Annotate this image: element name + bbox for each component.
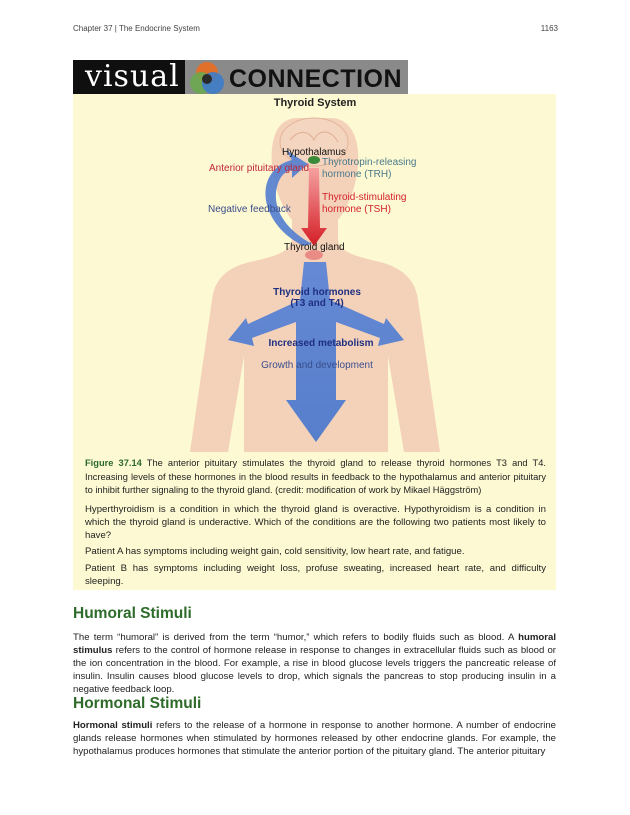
patient-b-paragraph: Patient B has symptoms including weight loss, profuse sweating, increased heart rate, and difficulty sleeping.: [85, 563, 546, 587]
figure-caption: [85, 457, 546, 498]
banner-word-connection: CONNECTION: [229, 65, 403, 93]
label-trh-line2: hormone (TRH): [322, 169, 392, 180]
label-hypothalamus: Hypothalamus: [282, 147, 346, 158]
label-negative-feedback: Negative feedback: [208, 204, 291, 215]
term-humoral-stimulus: humoral stimulus: [73, 632, 556, 656]
hormonal-paragraph: Hormonal stimuli refers to the release of a hormone in response to another hormone. A number of endocrine glands release hormones when stimulated by hormones released by other endocrine glands. For example, the hypothalamus produces hormones that stimulate the anterior portion of the pituitary gland. The anterior pituitary: [73, 720, 557, 757]
heading-hormonal-stimuli: Hormonal Stimuli: [73, 695, 202, 712]
humoral-paragraph: The term “humoral” is derived from the term “humor,” which refers to bodily fluids such as blood. A humoral stimulus refers to the control of hormone release in response to changes in extracellular fluids such as blood or the ion concentration in the blood. For example, a rise in blood glucose levels triggers the pancreatic release of insulin. Insulin causes blood glucose levels to drop, which signals the pancreas to stop producing insulin in a negative feedback loop.: [73, 632, 556, 695]
label-trh-line1: Thyrotropin-releasing: [322, 157, 417, 168]
term-hormonal-stimuli: Hormonal stimuli: [73, 720, 153, 731]
label-anterior-pituitary: Anterior pituitary gland: [209, 163, 310, 174]
label-thyroid-hormones: Thyroid hormones: [273, 287, 361, 298]
question-paragraph: Hyperthyroidism is a condition in which the thyroid gland is overactive. Hypothyroidism is a condition in which the thyroid gland is underactive. Which of the conditions are the following two patients most likely to have?: [85, 504, 546, 541]
banner-word-visual: visual: [85, 60, 180, 94]
label-thyroid-gland: Thyroid gland: [284, 242, 345, 253]
figure-title: Thyroid System: [273, 97, 357, 109]
label-t3-t4: (T3 and T4): [290, 298, 344, 309]
label-growth-development: Growth and development: [261, 360, 373, 371]
label-increased-metabolism: Increased metabolism: [268, 338, 374, 349]
label-tsh-line2: hormone (TSH): [322, 204, 391, 215]
figure-number: Figure 37.14: [85, 458, 142, 468]
label-tsh-line1: Thyroid-stimulating: [322, 192, 407, 203]
caption-text: The anterior pituitary stimulates the thyroid gland to release thyroid hormones T3 and T4. Increasing levels of these hormones in the blood results in feedback to the hypothalamus and anterior pituitary to inhibit further signaling to the thyroid gland. (credit: modification of work by Mikael Häggström): [85, 458, 546, 495]
heading-humoral-stimuli: Humoral Stimuli: [73, 605, 192, 622]
page-number: 1163: [540, 24, 558, 33]
running-header-chapter: Chapter 37 | The Endocrine System: [73, 24, 200, 33]
patient-a-paragraph: Patient A has symptoms including weight gain, cold sensitivity, low heart rate, and fatigue.: [85, 546, 465, 557]
